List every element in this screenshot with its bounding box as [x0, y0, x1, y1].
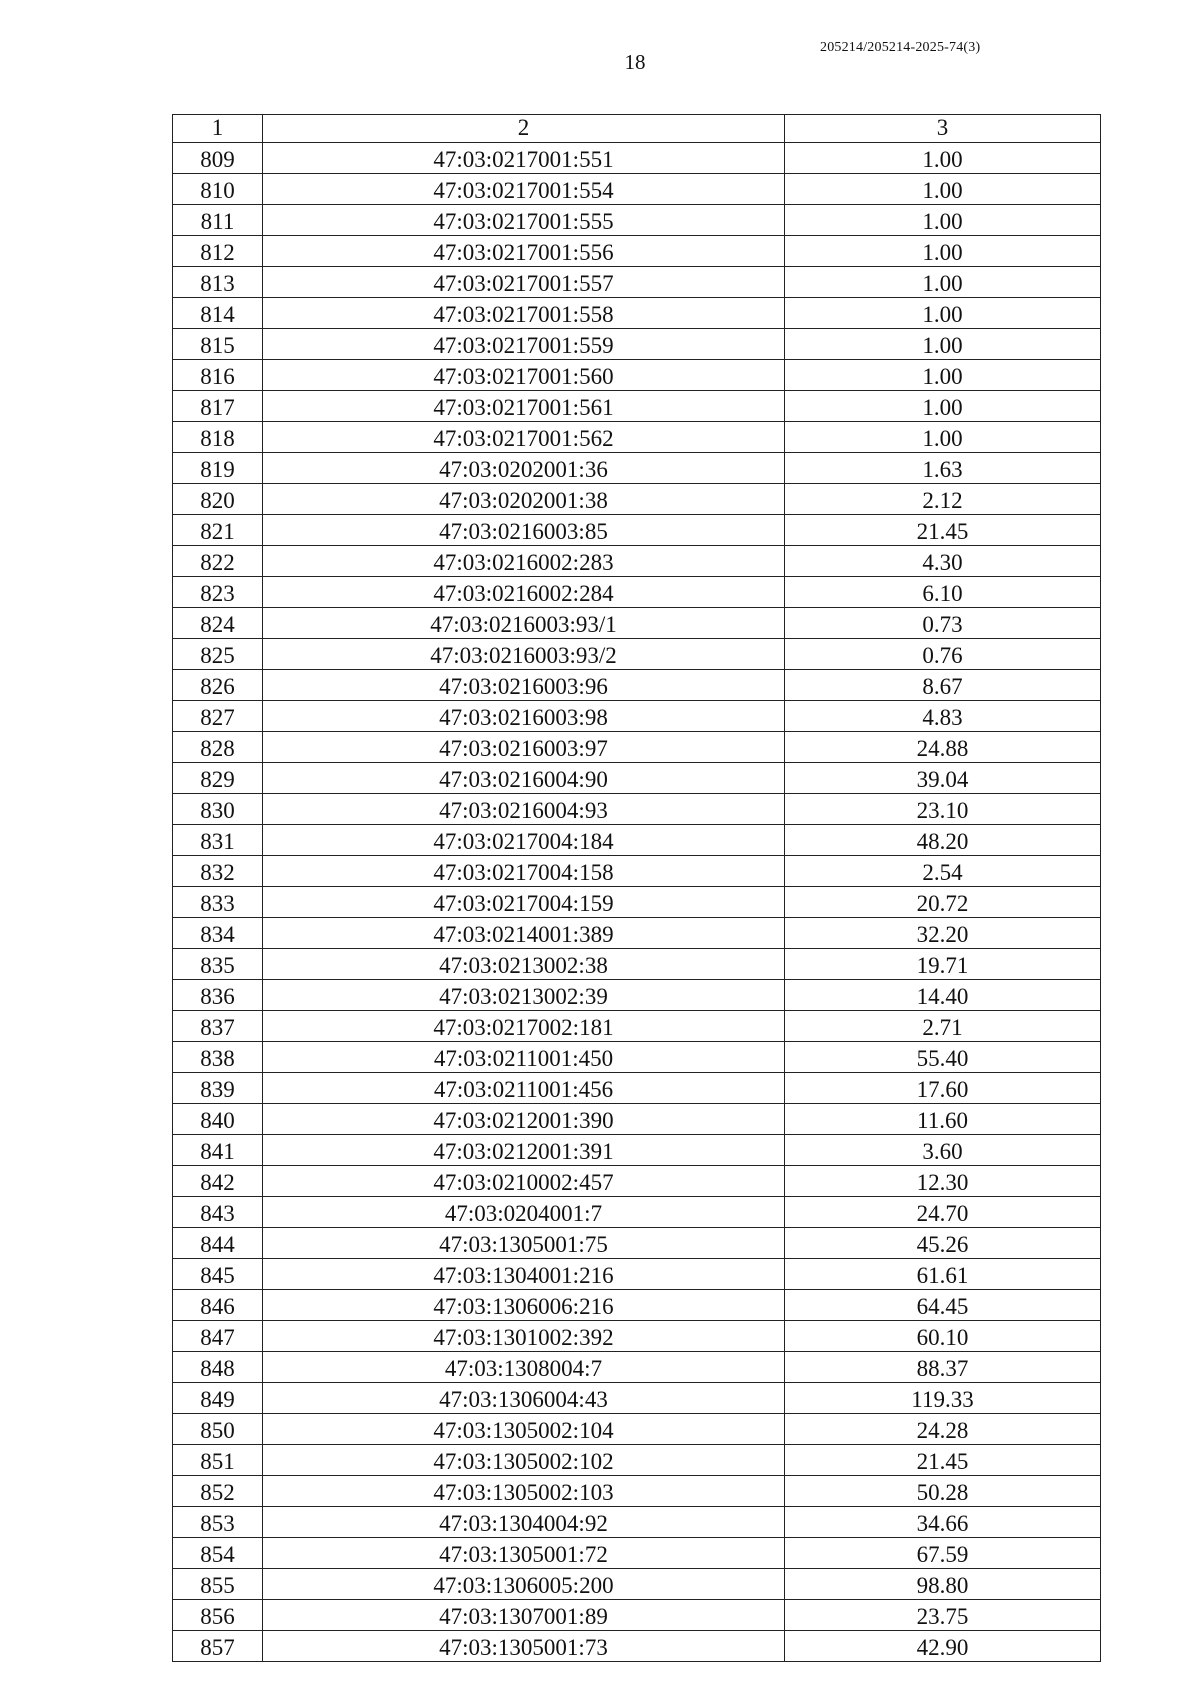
- area-value: 67.59: [785, 1537, 1101, 1568]
- cadastral-number: 47:03:0216003:85: [263, 514, 785, 545]
- cadastral-number: 47:03:0216004:93: [263, 793, 785, 824]
- row-number: 823: [173, 576, 263, 607]
- row-number: 845: [173, 1258, 263, 1289]
- row-number: 846: [173, 1289, 263, 1320]
- table-row: [173, 266, 1101, 297]
- row-number: 853: [173, 1506, 263, 1537]
- row-number: 817: [173, 390, 263, 421]
- row-number: 848: [173, 1351, 263, 1382]
- area-value: 0.76: [785, 638, 1101, 669]
- area-value: 19.71: [785, 948, 1101, 979]
- cadastral-number: 47:03:0216003:93/1: [263, 607, 785, 638]
- table-row: [173, 793, 1101, 824]
- cadastral-number: 47:03:1306004:43: [263, 1382, 785, 1413]
- area-value: 2.12: [785, 483, 1101, 514]
- table-row: [173, 1134, 1101, 1165]
- cadastral-number: 47:03:1306005:200: [263, 1568, 785, 1599]
- table-row: [173, 731, 1101, 762]
- row-number: 833: [173, 886, 263, 917]
- column-header-3: 3: [785, 115, 1101, 143]
- area-value: 60.10: [785, 1320, 1101, 1351]
- table-row: [173, 1258, 1101, 1289]
- row-number: 838: [173, 1041, 263, 1072]
- table-row: [173, 1475, 1101, 1506]
- table-row: [173, 452, 1101, 483]
- table-row: [173, 1196, 1101, 1227]
- area-value: 50.28: [785, 1475, 1101, 1506]
- cadastral-number: 47:03:0211001:456: [263, 1072, 785, 1103]
- area-value: 21.45: [785, 514, 1101, 545]
- row-number: 815: [173, 328, 263, 359]
- row-number: 826: [173, 669, 263, 700]
- cadastral-number: 47:03:0214001:389: [263, 917, 785, 948]
- row-number: 836: [173, 979, 263, 1010]
- cadastral-number: 47:03:0202001:38: [263, 483, 785, 514]
- area-value: 4.30: [785, 545, 1101, 576]
- cadastral-number: 47:03:0202001:36: [263, 452, 785, 483]
- column-header-2: 2: [263, 115, 785, 143]
- table-row: [173, 669, 1101, 700]
- area-value: 88.37: [785, 1351, 1101, 1382]
- area-value: 0.73: [785, 607, 1101, 638]
- area-value: 32.20: [785, 917, 1101, 948]
- table-row: [173, 1506, 1101, 1537]
- row-number: 820: [173, 483, 263, 514]
- table-row: [173, 390, 1101, 421]
- area-value: 1.63: [785, 452, 1101, 483]
- table-row: [173, 700, 1101, 731]
- row-number: 822: [173, 545, 263, 576]
- cadastral-number: 47:03:1305002:102: [263, 1444, 785, 1475]
- table-row: [173, 1072, 1101, 1103]
- row-number: 840: [173, 1103, 263, 1134]
- row-number: 813: [173, 266, 263, 297]
- row-number: 856: [173, 1599, 263, 1630]
- area-value: 1.00: [785, 421, 1101, 452]
- row-number: 844: [173, 1227, 263, 1258]
- cadastral-number: 47:03:0217001:557: [263, 266, 785, 297]
- cadastral-number: 47:03:1308004:7: [263, 1351, 785, 1382]
- cadastral-number: 47:03:0216002:283: [263, 545, 785, 576]
- table-row: [173, 359, 1101, 390]
- area-value: 24.70: [785, 1196, 1101, 1227]
- area-value: 6.10: [785, 576, 1101, 607]
- table-row: [173, 917, 1101, 948]
- area-value: 61.61: [785, 1258, 1101, 1289]
- area-value: 21.45: [785, 1444, 1101, 1475]
- cadastral-number: 47:03:1304004:92: [263, 1506, 785, 1537]
- row-number: 809: [173, 142, 263, 173]
- area-value: 34.66: [785, 1506, 1101, 1537]
- area-value: 2.54: [785, 855, 1101, 886]
- table-row: [173, 1568, 1101, 1599]
- area-value: 1.00: [785, 297, 1101, 328]
- cadastral-number: 47:03:1305001:75: [263, 1227, 785, 1258]
- cadastral-number: 47:03:1301002:392: [263, 1320, 785, 1351]
- area-value: 42.90: [785, 1630, 1101, 1661]
- table-row: [173, 1413, 1101, 1444]
- row-number: 854: [173, 1537, 263, 1568]
- row-number: 842: [173, 1165, 263, 1196]
- table-row: [173, 762, 1101, 793]
- table-row: [173, 979, 1101, 1010]
- table-header-row: [173, 115, 1101, 143]
- row-number: 850: [173, 1413, 263, 1444]
- cadastral-number: 47:03:0217001:556: [263, 235, 785, 266]
- area-value: 48.20: [785, 824, 1101, 855]
- table-row: [173, 514, 1101, 545]
- row-number: 849: [173, 1382, 263, 1413]
- area-value: 24.88: [785, 731, 1101, 762]
- area-value: 1.00: [785, 390, 1101, 421]
- row-number: 810: [173, 173, 263, 204]
- area-value: 1.00: [785, 142, 1101, 173]
- table-row: [173, 638, 1101, 669]
- row-number: 827: [173, 700, 263, 731]
- table-row: [173, 421, 1101, 452]
- cadastral-number: 47:03:0211001:450: [263, 1041, 785, 1072]
- cadastral-number: 47:03:0204001:7: [263, 1196, 785, 1227]
- table-row: [173, 204, 1101, 235]
- cadastral-number: 47:03:1305001:72: [263, 1537, 785, 1568]
- cadastral-number: 47:03:0216004:90: [263, 762, 785, 793]
- row-number: 857: [173, 1630, 263, 1661]
- row-number: 837: [173, 1010, 263, 1041]
- table-row: [173, 545, 1101, 576]
- table-row: [173, 1599, 1101, 1630]
- area-value: 98.80: [785, 1568, 1101, 1599]
- table-row: [173, 235, 1101, 266]
- cadastral-number: 47:03:1305001:73: [263, 1630, 785, 1661]
- row-number: 847: [173, 1320, 263, 1351]
- table-row: [173, 1630, 1101, 1661]
- cadastral-number: 47:03:0213002:39: [263, 979, 785, 1010]
- area-value: 1.00: [785, 204, 1101, 235]
- table-row: [173, 483, 1101, 514]
- table-row: [173, 1289, 1101, 1320]
- cadastral-number: 47:03:0217001:562: [263, 421, 785, 452]
- cadastral-number: 47:03:0217002:181: [263, 1010, 785, 1041]
- table-row: [173, 576, 1101, 607]
- table-row: [173, 328, 1101, 359]
- cadastral-number: 47:03:0216003:97: [263, 731, 785, 762]
- table-row: [173, 886, 1101, 917]
- area-value: 64.45: [785, 1289, 1101, 1320]
- table-row: [173, 1320, 1101, 1351]
- table-row: [173, 824, 1101, 855]
- row-number: 835: [173, 948, 263, 979]
- row-number: 832: [173, 855, 263, 886]
- area-value: 24.28: [785, 1413, 1101, 1444]
- table-row: [173, 1444, 1101, 1475]
- page-number: 18: [624, 50, 646, 74]
- table-row: [173, 855, 1101, 886]
- area-value: 1.00: [785, 235, 1101, 266]
- cadastral-number: 47:03:1306006:216: [263, 1289, 785, 1320]
- row-number: 839: [173, 1072, 263, 1103]
- row-number: 855: [173, 1568, 263, 1599]
- area-value: 39.04: [785, 762, 1101, 793]
- cadastral-number: 47:03:1304001:216: [263, 1258, 785, 1289]
- area-value: 1.00: [785, 173, 1101, 204]
- cadastral-number: 47:03:0217004:158: [263, 855, 785, 886]
- cadastral-number: 47:03:0217001:551: [263, 142, 785, 173]
- row-number: 821: [173, 514, 263, 545]
- cadastral-number: 47:03:0212001:390: [263, 1103, 785, 1134]
- cadastral-number: 47:03:1307001:89: [263, 1599, 785, 1630]
- row-number: 819: [173, 452, 263, 483]
- row-number: 831: [173, 824, 263, 855]
- cadastral-number: 47:03:0217001:560: [263, 359, 785, 390]
- cadastral-number: 47:03:0217001:555: [263, 204, 785, 235]
- row-number: 825: [173, 638, 263, 669]
- table-body: [173, 142, 1101, 1661]
- area-value: 4.83: [785, 700, 1101, 731]
- row-number: 829: [173, 762, 263, 793]
- row-number: 814: [173, 297, 263, 328]
- cadastral-number: 47:03:0216003:96: [263, 669, 785, 700]
- cadastral-number: 47:03:0216002:284: [263, 576, 785, 607]
- table-row: [173, 1382, 1101, 1413]
- row-number: 834: [173, 917, 263, 948]
- table-row: [173, 173, 1101, 204]
- area-value: 1.00: [785, 266, 1101, 297]
- row-number: 830: [173, 793, 263, 824]
- table-row: [173, 297, 1101, 328]
- cadastral-number: 47:03:0210002:457: [263, 1165, 785, 1196]
- cadastral-number: 47:03:1305002:103: [263, 1475, 785, 1506]
- cadastral-number: 47:03:1305002:104: [263, 1413, 785, 1444]
- area-value: 2.71: [785, 1010, 1101, 1041]
- parcel-table: [172, 114, 1101, 1662]
- table-row: [173, 1103, 1101, 1134]
- table-row: [173, 1351, 1101, 1382]
- column-header-1: 1: [173, 115, 263, 143]
- table-row: [173, 1010, 1101, 1041]
- cadastral-number: 47:03:0217004:159: [263, 886, 785, 917]
- table-row: [173, 1537, 1101, 1568]
- cadastral-number: 47:03:0217001:554: [263, 173, 785, 204]
- row-number: 816: [173, 359, 263, 390]
- row-number: 811: [173, 204, 263, 235]
- area-value: 11.60: [785, 1103, 1101, 1134]
- row-number: 843: [173, 1196, 263, 1227]
- area-value: 119.33: [785, 1382, 1101, 1413]
- area-value: 1.00: [785, 359, 1101, 390]
- area-value: 55.40: [785, 1041, 1101, 1072]
- row-number: 841: [173, 1134, 263, 1165]
- area-value: 8.67: [785, 669, 1101, 700]
- row-number: 824: [173, 607, 263, 638]
- cadastral-number: 47:03:0216003:93/2: [263, 638, 785, 669]
- table-row: [173, 142, 1101, 173]
- area-value: 12.30: [785, 1165, 1101, 1196]
- area-value: 17.60: [785, 1072, 1101, 1103]
- document-reference: 205214/205214-2025-74(3): [820, 40, 981, 55]
- table-row: [173, 1227, 1101, 1258]
- area-value: 1.00: [785, 328, 1101, 359]
- cadastral-number: 47:03:0213002:38: [263, 948, 785, 979]
- row-number: 818: [173, 421, 263, 452]
- area-value: 45.26: [785, 1227, 1101, 1258]
- cadastral-number: 47:03:0212001:391: [263, 1134, 785, 1165]
- cadastral-number: 47:03:0217001:561: [263, 390, 785, 421]
- table-row: [173, 607, 1101, 638]
- row-number: 828: [173, 731, 263, 762]
- table-row: [173, 948, 1101, 979]
- cadastral-number: 47:03:0217004:184: [263, 824, 785, 855]
- row-number: 851: [173, 1444, 263, 1475]
- area-value: 23.10: [785, 793, 1101, 824]
- table-row: [173, 1165, 1101, 1196]
- area-value: 3.60: [785, 1134, 1101, 1165]
- area-value: 14.40: [785, 979, 1101, 1010]
- cadastral-number: 47:03:0217001:559: [263, 328, 785, 359]
- cadastral-number: 47:03:0217001:558: [263, 297, 785, 328]
- table-row: [173, 1041, 1101, 1072]
- row-number: 812: [173, 235, 263, 266]
- area-value: 20.72: [785, 886, 1101, 917]
- area-value: 23.75: [785, 1599, 1101, 1630]
- row-number: 852: [173, 1475, 263, 1506]
- cadastral-number: 47:03:0216003:98: [263, 700, 785, 731]
